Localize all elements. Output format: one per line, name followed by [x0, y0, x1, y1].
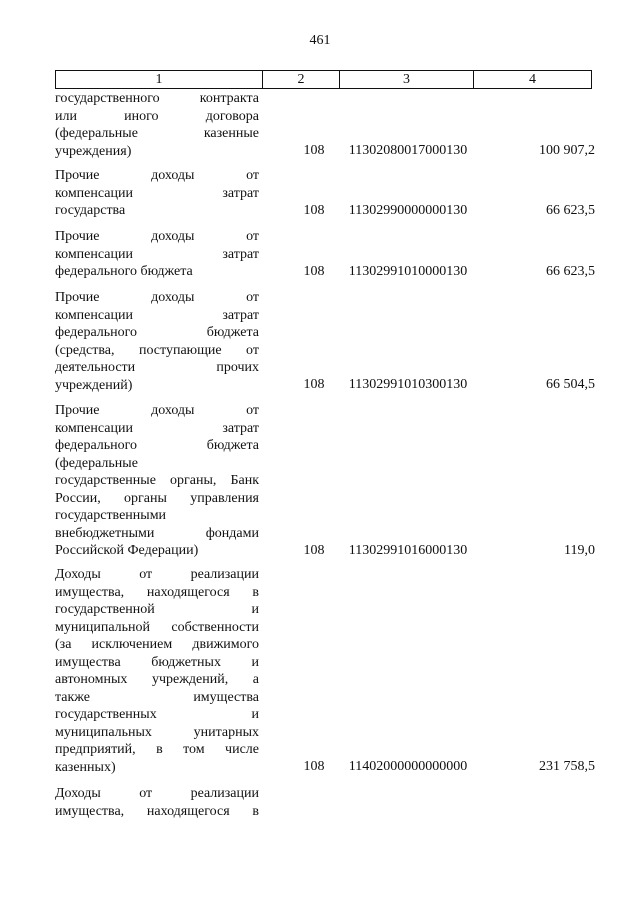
row-description — [55, 402, 259, 560]
row-kbk: 11302080017000130 — [348, 143, 468, 158]
row-code: 108 — [303, 143, 325, 158]
description-line: компенсации затрат — [55, 246, 259, 262]
description-line: (средства, поступающие от — [55, 342, 259, 358]
header-col-4: 4 — [529, 72, 536, 87]
description-line: имущества, находящегося в — [55, 584, 259, 600]
page-number: 461 — [309, 33, 331, 48]
description-line: или иного договора — [55, 108, 259, 124]
description-line: (федеральные — [55, 455, 138, 471]
row-kbk: 11302991010300130 — [348, 377, 468, 392]
description-line: государственными — [55, 508, 167, 523]
row-description — [55, 566, 259, 776]
description-line: Прочие доходы от — [55, 229, 259, 244]
row-code: 108 — [303, 203, 325, 218]
row-code: 108 — [303, 264, 325, 279]
description-line: деятельности прочих — [55, 360, 259, 375]
description-line: Доходы от реализации — [55, 567, 259, 582]
description-line: Прочие доходы от — [55, 290, 259, 305]
description-line: внебюджетными фондами — [55, 525, 259, 541]
description-line: России, органы управления — [55, 490, 259, 506]
header-col-3: 3 — [340, 71, 474, 88]
header-col-2: 2 — [263, 71, 340, 88]
row-kbk: 11402000000000000 — [348, 759, 468, 774]
description-line: муниципальной собственности — [55, 619, 259, 635]
description-line: компенсации затрат — [55, 420, 259, 436]
header-col-1: 1 — [56, 71, 263, 88]
description-line: Прочие доходы от — [55, 403, 259, 418]
description-line: муниципальных унитарных — [55, 724, 259, 740]
description-line: федерального бюджета — [55, 438, 259, 453]
description-line: государственного контракта — [55, 91, 259, 106]
description-line: Доходы от реализации — [55, 786, 259, 801]
description-line: государственные органы, Банк — [55, 473, 259, 488]
row-amount: 231 758,5 — [539, 759, 595, 774]
description-line: предприятий, в том числе — [55, 742, 259, 757]
row-description — [55, 785, 259, 820]
description-line: компенсации затрат — [55, 185, 259, 201]
row-description — [55, 90, 259, 160]
description-line: также имущества — [55, 689, 259, 705]
row-code: 108 — [303, 377, 325, 392]
row-amount: 119,0 — [564, 543, 595, 558]
row-description — [55, 228, 259, 281]
row-description — [55, 289, 259, 394]
row-code: 108 — [303, 759, 325, 774]
description-line: государства — [55, 203, 126, 218]
description-line: имущества бюджетных и — [55, 654, 259, 670]
row-code: 108 — [303, 543, 325, 558]
description-line: Российской Федерации) — [55, 543, 199, 558]
row-kbk: 11302991010000130 — [348, 264, 468, 279]
description-line: Прочие доходы от — [55, 168, 259, 183]
row-amount: 66 504,5 — [546, 377, 595, 392]
description-line: казенных) — [55, 759, 116, 775]
description-line: имущества, находящегося в — [55, 803, 259, 819]
description-line: (за исключением движимого — [55, 637, 259, 652]
description-line: компенсации затрат — [55, 307, 259, 323]
description-line: федерального бюджета — [55, 325, 259, 340]
description-line: (федеральные казенные — [55, 126, 259, 141]
description-line: учреждений) — [55, 377, 133, 393]
description-line: учреждения) — [55, 143, 132, 159]
row-kbk: 11302991016000130 — [348, 543, 468, 558]
row-amount: 100 907,2 — [539, 143, 595, 158]
row-description — [55, 167, 259, 220]
row-amount: 66 623,5 — [546, 264, 595, 279]
description-line: государственной и — [55, 602, 259, 617]
row-kbk: 11302990000000130 — [348, 203, 468, 218]
description-line: автономных учреждений, а — [55, 672, 259, 687]
description-line: государственных и — [55, 707, 259, 722]
row-amount: 66 623,5 — [546, 203, 595, 218]
table-header — [55, 70, 592, 89]
description-line: федерального бюджета — [55, 264, 193, 279]
